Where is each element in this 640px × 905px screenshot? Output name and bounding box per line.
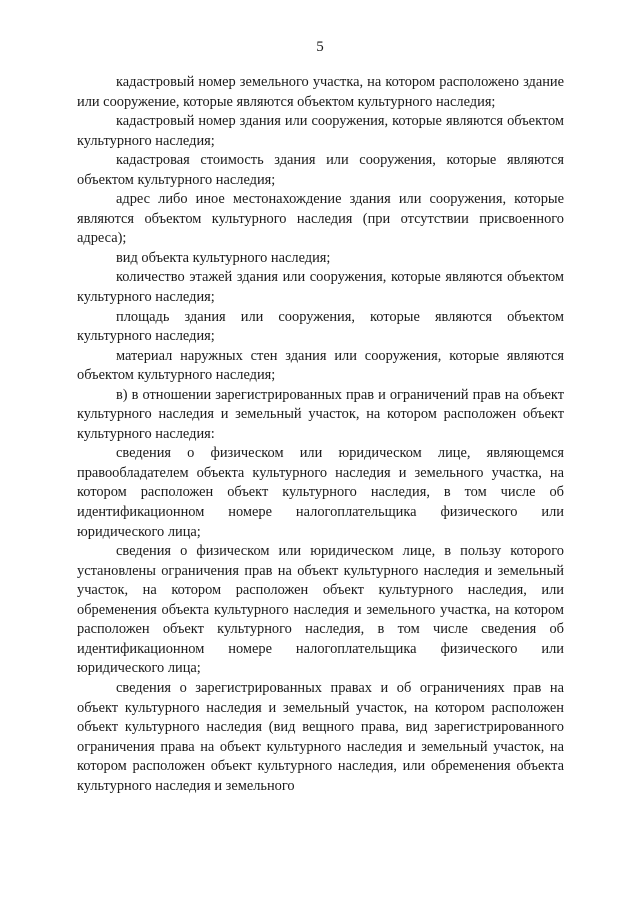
paragraph-wall-material: материал наружных стен здания или сооружения, которые являются объектом культурного наследия;: [77, 347, 564, 384]
page-number: 5: [316, 39, 324, 55]
paragraph-registered-rights: сведения о зарегистрированных правах и об ограничениях прав на объект культурного наследия и земельный участок, на котором расположен объект культурного наследия (вид вещного права, вид зарегистрированного ограничения права на объект культурного наследия и земельный участок, на котором расположен объект культурного наследия, или обременения объекта культурного наследия и земельного: [77, 679, 564, 794]
paragraph-rights-holder: сведения о физическом или юридическом лице, являющемся правообладателем объекта культурного наследия и земельного участка, на котором расположен объект культурного наследия, в том числе об идентификационном номере налогоплательщика физического или юридического лица;: [77, 445, 564, 540]
paragraph-restriction-beneficiary: сведения о физическом или юридическом лице, в пользу которого установлены ограничения прав на объект культурного наследия и земельный участок, на котором расположен объект культурного наследия, или обременения объекта культурного наследия и земельного участка, на котором расположен объект культурного наследия, в том числе сведения об идентификационном номере налогоплательщика физического или юридического лица;: [77, 543, 564, 677]
paragraph-cadastral-value: кадастровая стоимость здания или сооружения, которые являются объектом культурного наследия;: [77, 152, 564, 188]
paragraph-floor-count: количество этажей здания или сооружения, которые являются объектом культурного наследия;: [77, 269, 564, 306]
paragraph-cadastral-land-number: кадастровый номер земельного участка, на котором расположено здание или сооружение, которые являются объектом культурного наследия;: [77, 74, 564, 110]
paragraph-address: адрес либо иное местонахождение здания или сооружения, которые являются объектом культурного наследия (при отсутствии присвоенного адреса);: [77, 191, 564, 247]
paragraph-area: площадь здания или сооружения, которые являются объектом культурного наследия;: [77, 308, 564, 345]
document-body: [77, 73, 564, 796]
paragraph-cadastral-building-number: кадастровый номер здания или сооружения, которые являются объектом культурного наследия;: [77, 113, 564, 149]
paragraph-object-type: вид объекта культурного наследия;: [116, 249, 331, 266]
paragraph-section-v-heading: в) в отношении зарегистрированных прав и ограничений прав на объект культурного наследия и земельный участок, на котором расположен объект культурного наследия:: [77, 386, 564, 442]
